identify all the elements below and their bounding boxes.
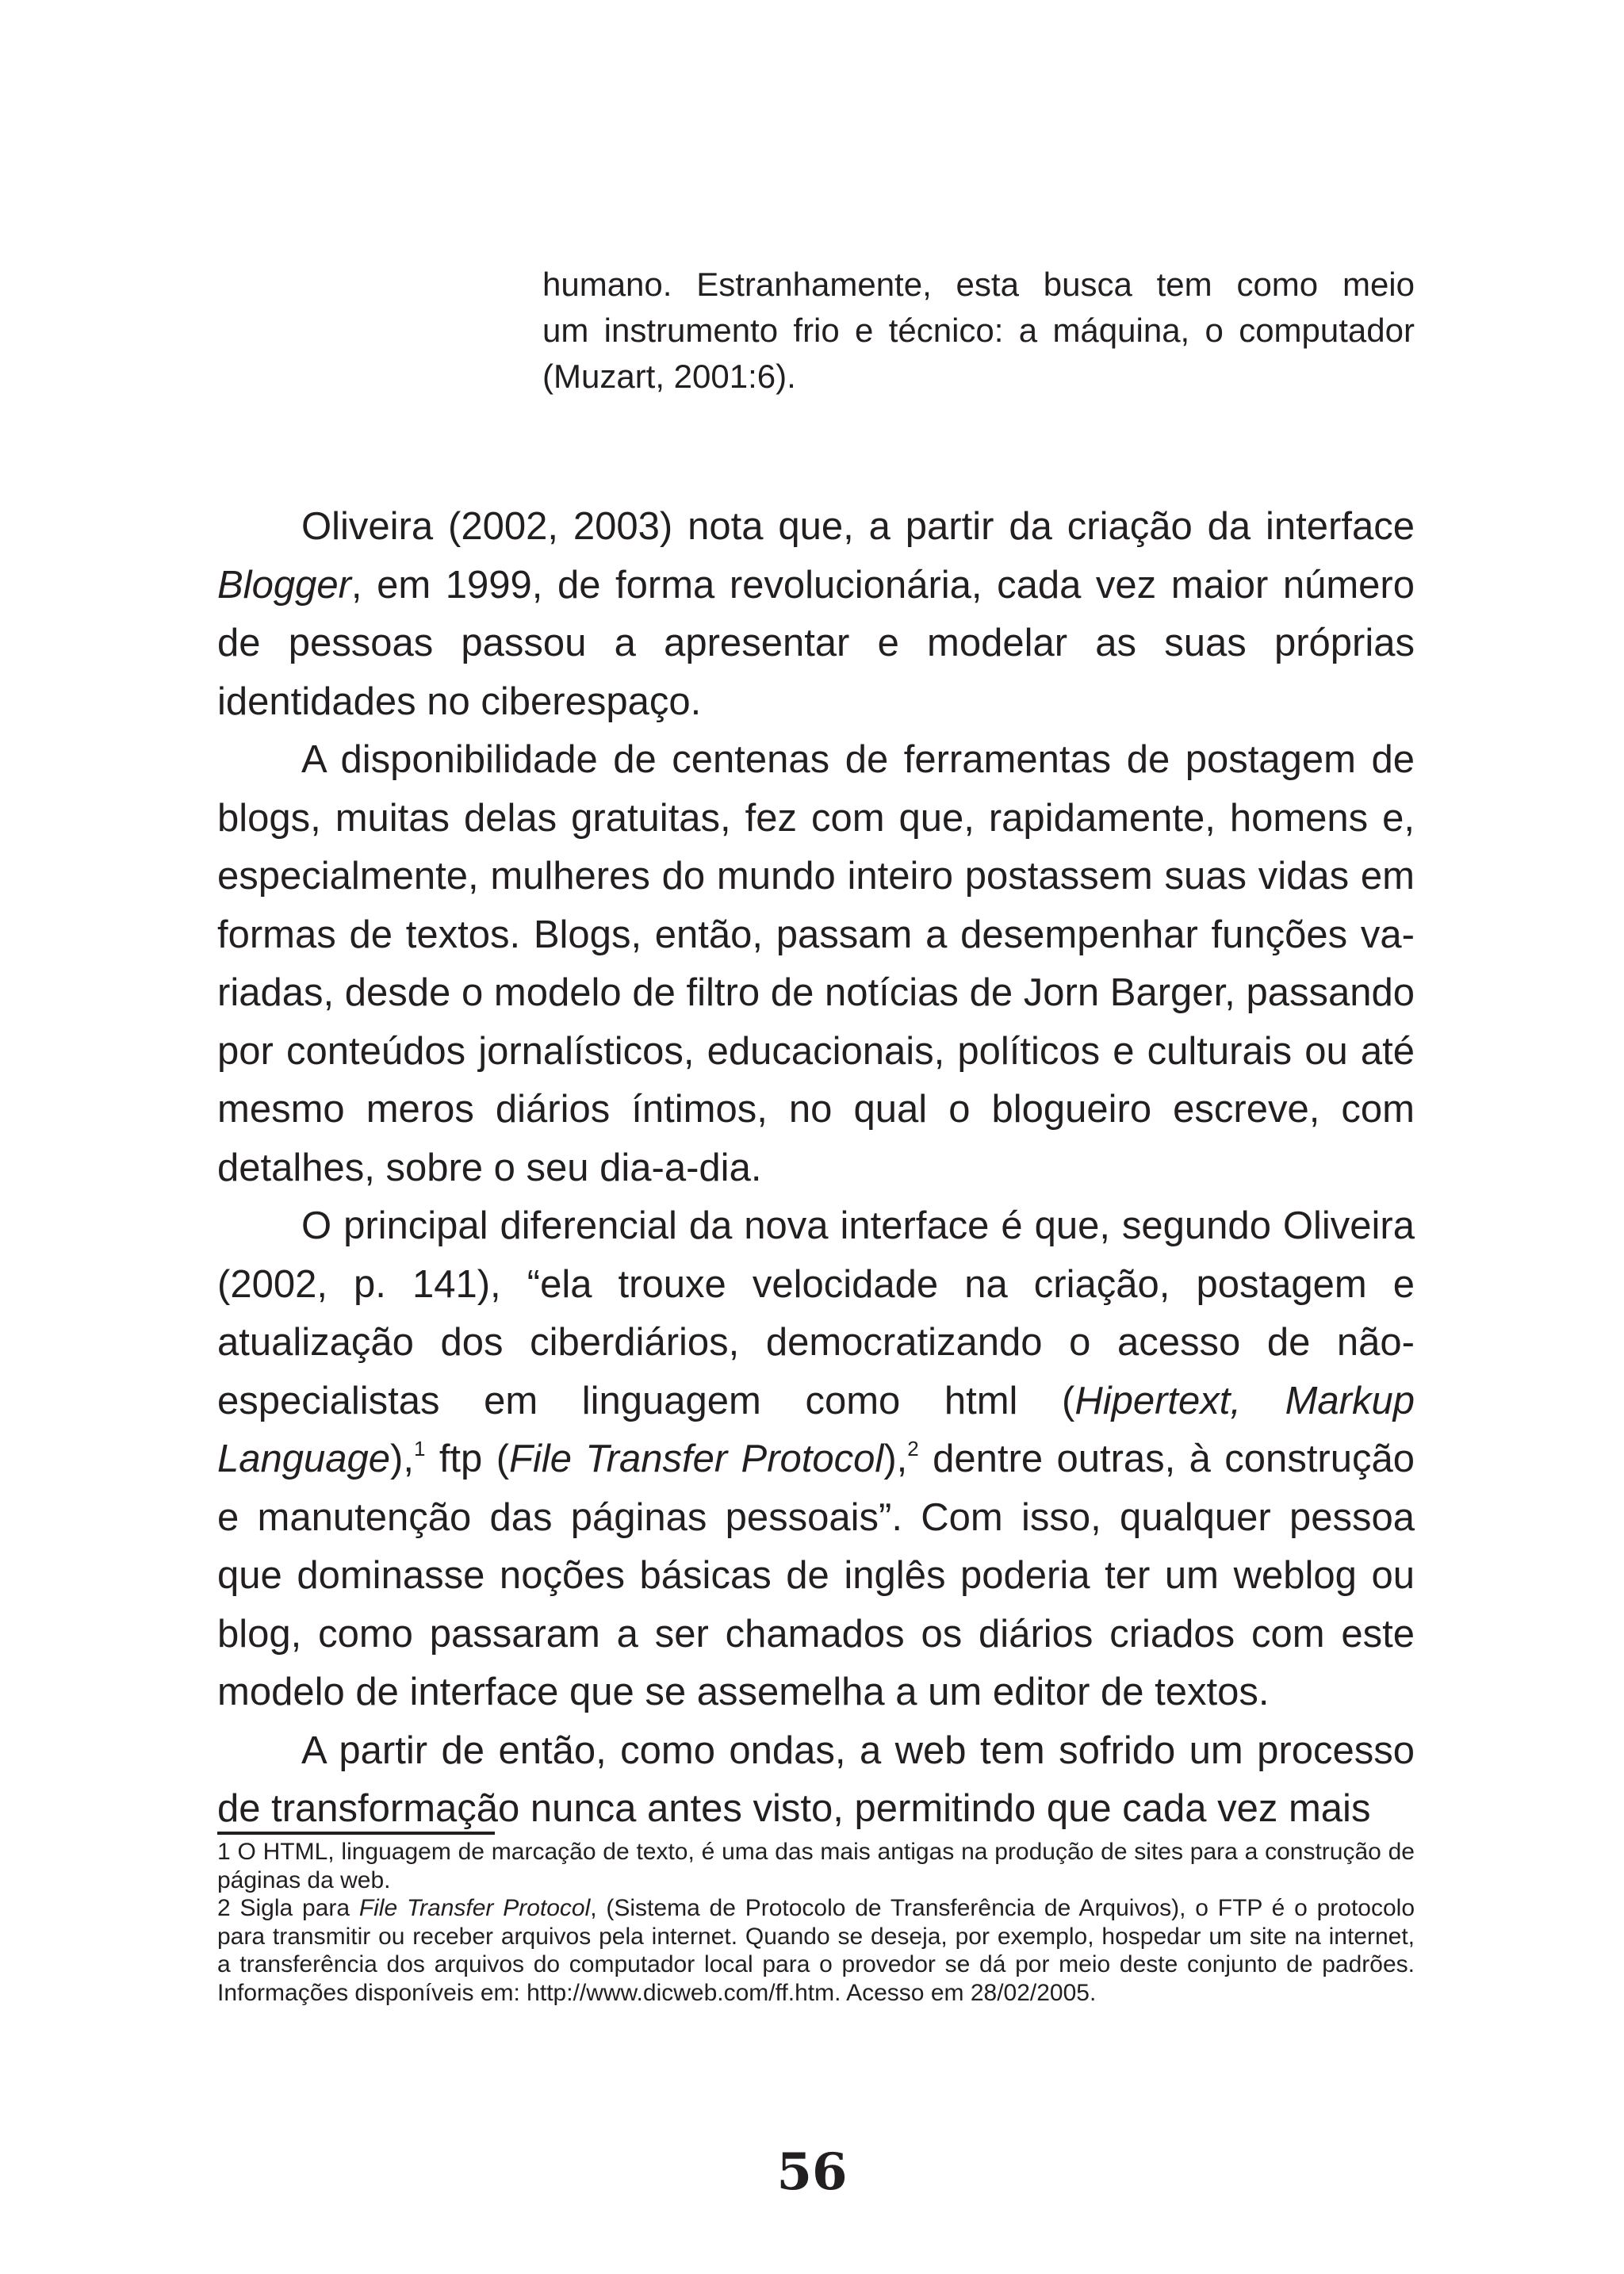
text-run: ), bbox=[883, 1438, 908, 1480]
paragraph: A partir de então, como ondas, a web tem sofrido um processo de transformação nunca antes visto, permitindo que cada vez mais bbox=[217, 1728, 1415, 1830]
text-run: , em 1999, de forma revolucionária, cada vez maior número de pessoas passou a apresentar e modelar as suas próprias identidades no ciberespaço. bbox=[217, 563, 1415, 723]
quote-line: um instrumento frio e técnico: a máquina, o computador bbox=[542, 312, 1415, 349]
italic-term: Hipertext, Markup Language bbox=[217, 1379, 1415, 1480]
text-run: dentre outras, à construção e manutenção das páginas pessoais”. Com isso, qualquer pessoa que dominasse noções básicas de inglês poderia ter um weblog ou blog, como passaram a ser chamados os diários criados com este modelo de interface que se assemelha a um editor de textos. bbox=[217, 1438, 1415, 1713]
text-run: O principal diferencial da nova interface é que, segundo Oliveira (2002, p. 141), “ela trouxe velocidade na criação, postagem e atualização dos ciberdiários, democratizando o acesso de não-especialistas em linguagem como html ( bbox=[217, 1204, 1415, 1422]
paragraph: A disponibilidade de centenas de ferramentas de postagem de blogs, muitas delas gratuitas, fez com que, rapidamente, homens e, especialmente, mulheres do mundo inteiro postassem suas vidas em formas de textos. Blogs, então, passam a desempenhar funções variadas, desde o modelo de filtro de notícias de Jorn Barger, passando por conteúdos jornalísticos, educacionais, políticos e culturais ou até mesmo meros diários íntimos, no qual o blogueiro escreve, com detalhes, sobre o seu dia-a-dia. bbox=[217, 738, 1415, 1189]
italic-term: Blogger bbox=[217, 563, 351, 607]
footnotes bbox=[217, 1838, 1415, 2007]
page-number: 56 bbox=[776, 2142, 848, 2202]
footnote-2 bbox=[217, 1894, 1415, 2007]
paragraph bbox=[217, 498, 1415, 731]
text-run: 2 Sigla para bbox=[217, 1895, 359, 1921]
footnote-1: 1 O HTML, linguagem de marcação de texto, é uma das mais antigas na produção de sites para a construção de páginas da web. bbox=[217, 1839, 1415, 1893]
block-quote bbox=[542, 262, 1415, 400]
paragraph bbox=[217, 1197, 1415, 1722]
italic-term: File Transfer Protocol bbox=[358, 1895, 591, 1921]
footnote-separator bbox=[217, 1832, 495, 1835]
text-run: ftp ( bbox=[425, 1438, 510, 1480]
text-run: ), bbox=[390, 1438, 414, 1480]
footnote-ref: 2 bbox=[907, 1437, 919, 1460]
quote-line: humano. Estranhamente, esta busca tem como meio bbox=[542, 266, 1415, 303]
quote-line: (Muzart, 2001:6). bbox=[542, 358, 796, 395]
footnote-ref: 1 bbox=[413, 1437, 426, 1460]
text-run: Oliveira (2002, 2003) nota que, a partir da criação da interface bbox=[301, 505, 1415, 548]
body-text bbox=[217, 498, 1415, 1839]
text-run: , (Sistema de Protocolo de Transferência de Arquivos), o FTP é o protocolo para transmitir ou receber arquivos pela internet. Quando se deseja, por exemplo, hospedar um site na internet, a transferência dos arquivos do computador local para o provedor se dá por meio deste conjunto de padrões. Informações disponíveis em: http://www.dicweb.com/ff.htm. Acesso em 28/02/2005. bbox=[217, 1895, 1415, 2006]
italic-term: File Transfer Protocol bbox=[509, 1438, 884, 1480]
